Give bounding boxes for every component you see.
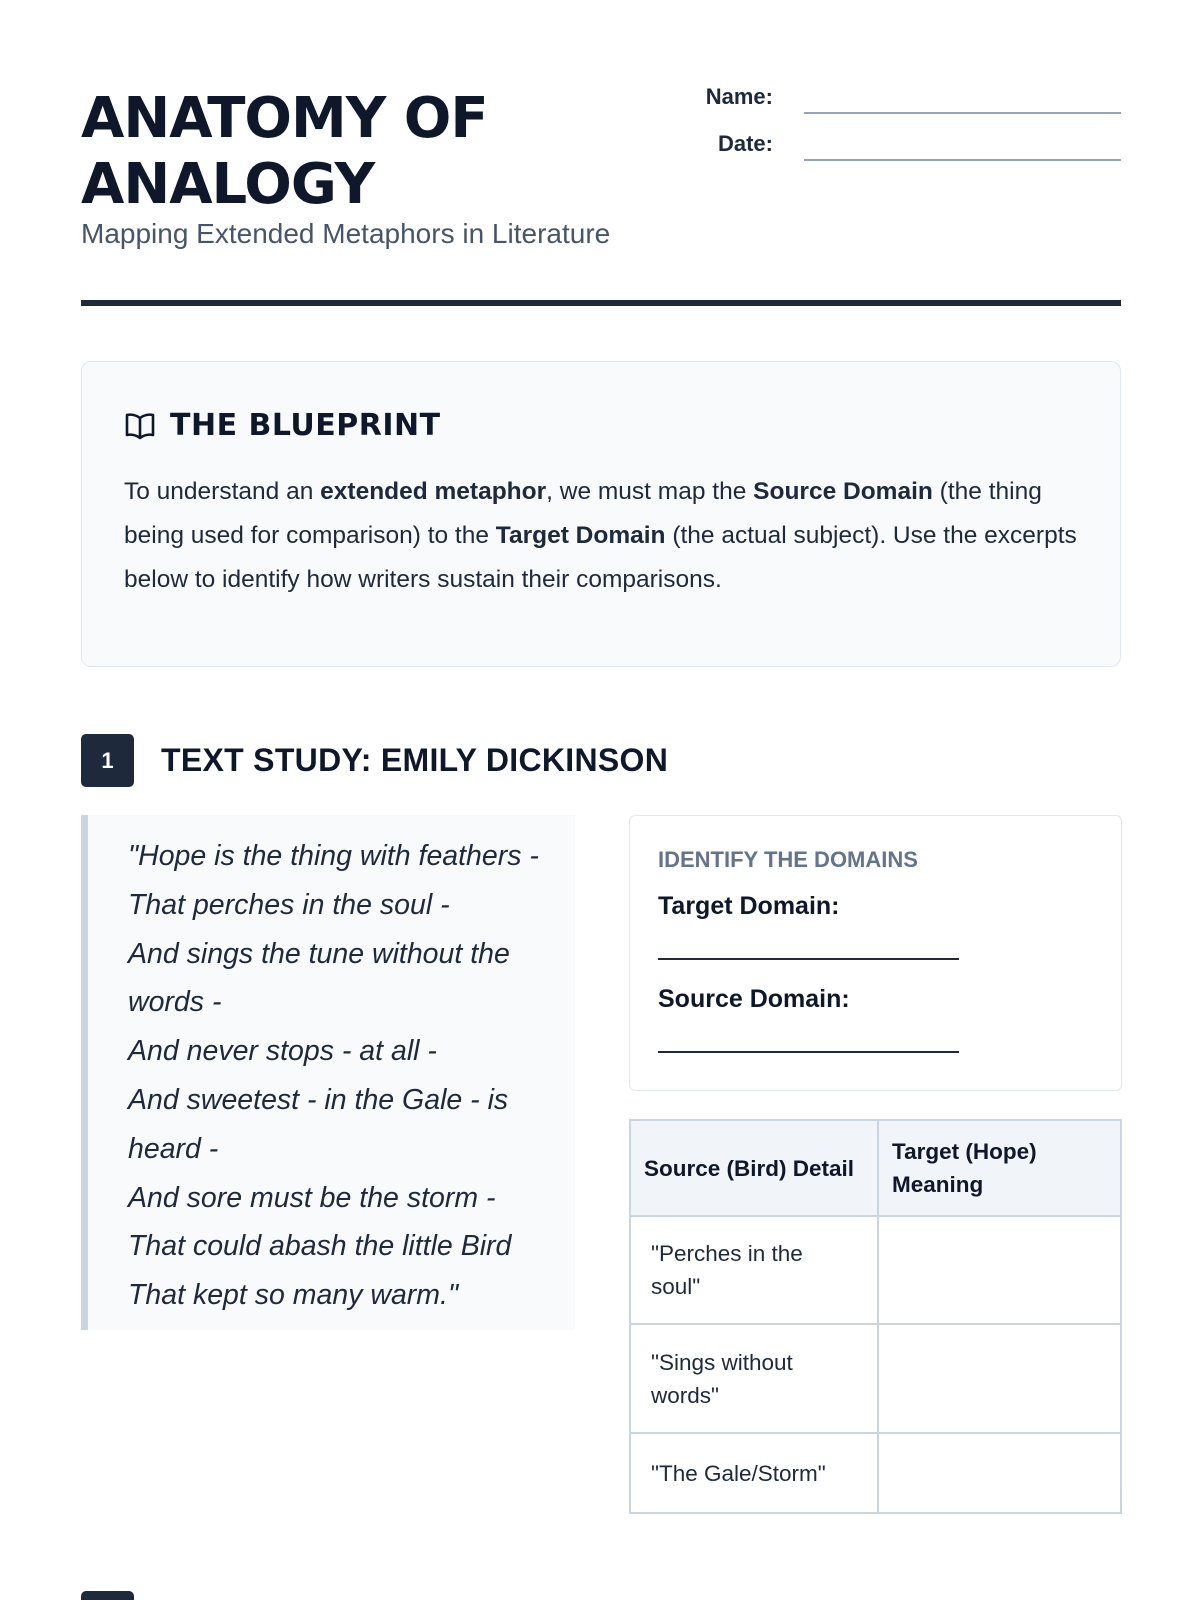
poem-line: That perches in the soul -	[128, 888, 450, 921]
section-1-heading	[81, 734, 668, 787]
blueprint-text-part: (the thing being used for comparison) to the	[124, 478, 1042, 549]
blueprint-panel	[81, 361, 1121, 667]
worksheet-header	[81, 0, 1121, 310]
blueprint-text-part: To understand an	[124, 478, 321, 505]
source-domain-label: Source Domain:	[658, 985, 850, 1013]
date-row	[701, 127, 1121, 174]
page-title	[81, 86, 488, 218]
target-meaning-cell[interactable]	[878, 1216, 1121, 1324]
open-book-icon	[124, 411, 156, 441]
table-header-row	[630, 1120, 1121, 1216]
term-target-domain: Target Domain	[495, 522, 666, 549]
blueprint-text-part: , we must map the	[546, 478, 754, 505]
poem-line: That could abash the little Bird	[128, 1230, 512, 1263]
poem-line: That kept so many warm."	[128, 1279, 459, 1312]
poem-excerpt	[81, 815, 575, 1330]
domains-title: IDENTIFY THE DOMAINS	[658, 847, 918, 872]
poem-line: heard -	[128, 1132, 219, 1165]
name-field[interactable]	[804, 112, 1121, 114]
target-meaning-cell[interactable]	[878, 1324, 1121, 1433]
term-source-domain: Source Domain	[753, 478, 933, 505]
name-row	[701, 80, 1121, 127]
page-subtitle: Mapping Extended Metaphors in Literature	[81, 218, 611, 249]
source-detail-cell: "Sings without words"	[630, 1324, 878, 1433]
source-detail-cell: "Perches in the soul"	[630, 1216, 878, 1324]
blueprint-text-part: (the actual subject). Use the excerpts below to identify how writers sustain their comparisons.	[124, 522, 1077, 593]
poem-line: And sings the tune without the	[128, 937, 510, 970]
title-line-1: ANATOMY OF	[81, 86, 488, 151]
title-line-2: ANALOGY	[81, 152, 375, 217]
poem-line: And sweetest - in the Gale - is	[128, 1083, 509, 1116]
target-domain-label: Target Domain:	[658, 892, 840, 920]
column-header: Source (Bird) Detail	[630, 1120, 878, 1216]
mapping-table	[629, 1119, 1122, 1514]
target-meaning-cell[interactable]	[878, 1433, 1121, 1513]
poem-line: "Hope is the thing with feathers -	[128, 840, 539, 872]
blueprint-title: THE BLUEPRINT	[170, 408, 441, 443]
table-row	[630, 1324, 1121, 1433]
header-divider	[81, 300, 1121, 306]
column-header: Target (Hope) Meaning	[878, 1120, 1121, 1216]
identify-domains-box	[629, 815, 1122, 1091]
section-number-badge: 1	[81, 734, 134, 787]
target-domain-answer-line[interactable]	[658, 958, 959, 960]
table-row	[630, 1216, 1121, 1324]
section-2-number-badge	[81, 1591, 134, 1600]
date-field[interactable]	[804, 159, 1121, 161]
section-title: TEXT STUDY: EMILY DICKINSON	[161, 742, 669, 778]
name-label: Name:	[705, 84, 773, 109]
date-label: Date:	[717, 131, 773, 156]
blueprint-heading	[124, 408, 441, 443]
poem-line: And never stops - at all -	[128, 1035, 437, 1068]
source-domain-answer-line[interactable]	[658, 1051, 959, 1053]
term-extended-metaphor: extended metaphor	[320, 478, 547, 505]
source-detail-cell: "The Gale/Storm"	[630, 1433, 878, 1513]
blueprint-text	[124, 470, 1084, 602]
table-row	[630, 1433, 1121, 1513]
poem-line: words -	[128, 986, 222, 1019]
student-info	[701, 80, 1121, 174]
poem-line: And sore must be the storm -	[128, 1181, 496, 1214]
